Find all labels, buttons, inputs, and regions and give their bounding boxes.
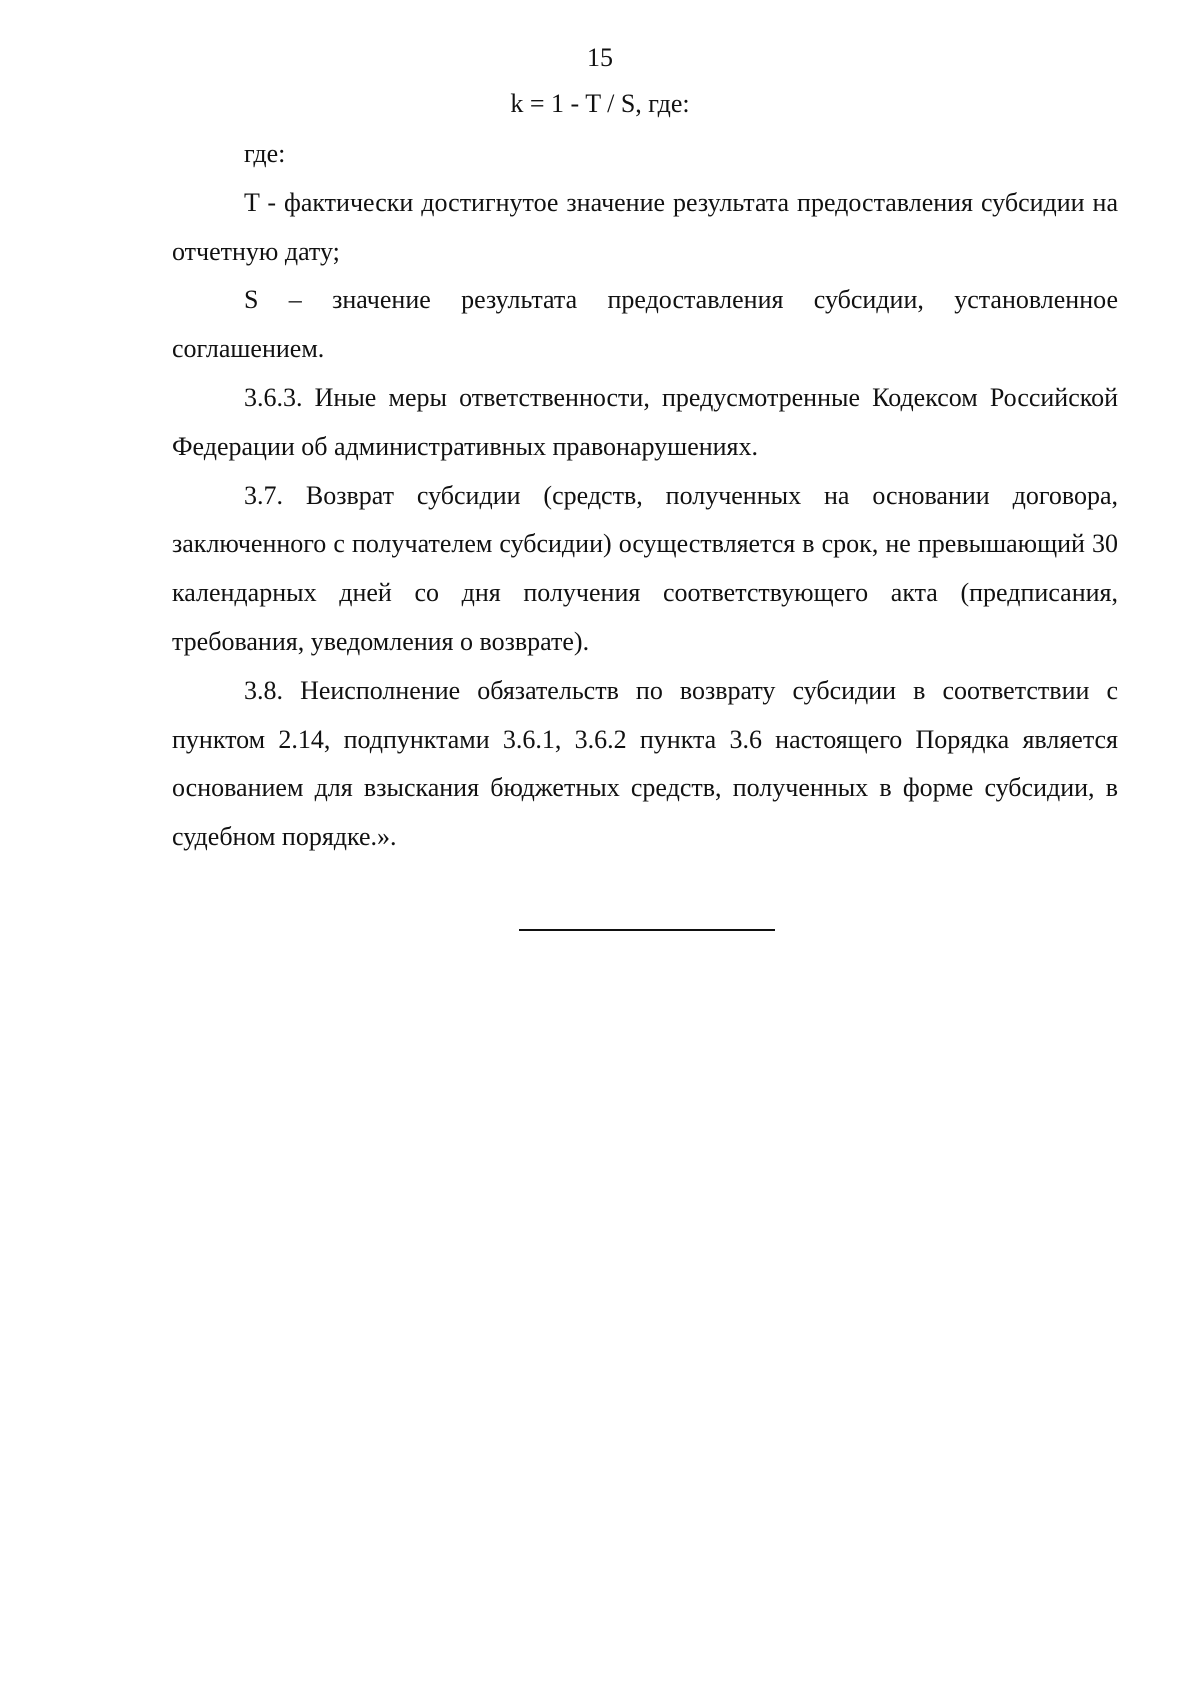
paragraph-definition-t: T - фактически достигнутое значение результата предоставления субсидии на отчетную дату; [172,187,1118,266]
paragraph-definition-s: S – значение результата предоставления субсидии, установленное соглашением. [172,285,1118,364]
page-number: 15 [587,43,613,72]
paragraph-3-7: 3.7. Возврат субсидии (средств, полученных на основании договора, заключенного с получателем субсидии) осуществляется в срок, не превышающий 30 календарных дней со дня получения соответствующего акта (предписания, требования, уведомления о возврате). [172,480,1118,656]
document-body [172,130,1118,862]
paragraph-where: где: [244,139,286,168]
closing-separator-line [519,929,775,931]
paragraph-3-8: 3.8. Неисполнение обязательств по возврату субсидии в соответствии с пунктом 2.14, подпунктами 3.6.1, 3.6.2 пункта 3.6 настоящего Порядка является основанием для взыскания бюджетных средств, полученных в форме субсидии, в судебном порядке.». [172,675,1118,852]
paragraph-3-6-3: 3.6.3. Иные меры ответственности, предусмотренные Кодексом Российской Федерации об административных правонарушениях. [172,382,1118,461]
formula-line: k = 1 - T / S, где: [510,89,690,118]
